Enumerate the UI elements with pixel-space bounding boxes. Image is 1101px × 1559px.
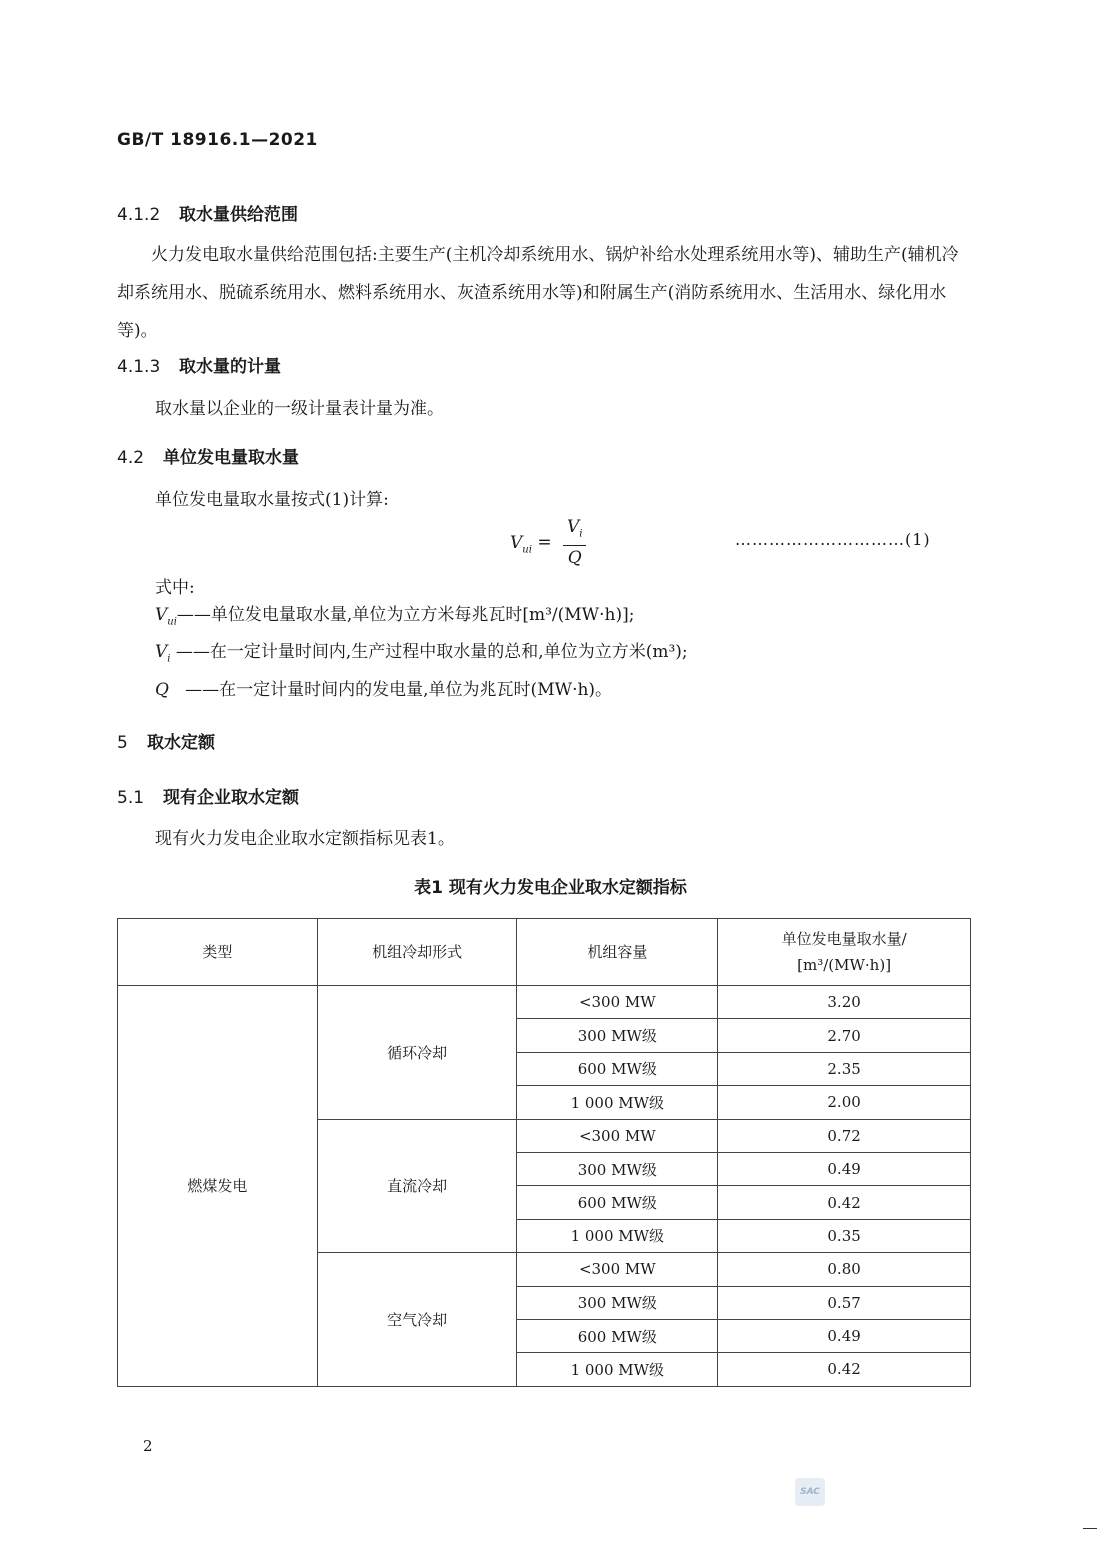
cell-capacity: 600 MW级: [517, 1186, 718, 1219]
cell-value: 0.49: [718, 1152, 971, 1185]
cell-capacity: 300 MW级: [517, 1286, 718, 1319]
table-row: [118, 986, 971, 1019]
corner-mark: [1083, 1528, 1097, 1529]
equation-number: …………………………(1): [735, 530, 931, 549]
section-heading-5-1: [117, 783, 299, 808]
cell-value: 0.42: [718, 1186, 971, 1219]
definition-item: Q ——在一定计量时间内的发电量,单位为兆瓦时(MW·h)。: [155, 679, 613, 700]
paragraph-formula-intro: 单位发电量取水量按式(1)计算:: [155, 490, 389, 510]
cell-cooling: 空气冷却: [317, 1253, 517, 1387]
cell-value: 0.80: [718, 1253, 971, 1286]
cell-value: 0.35: [718, 1219, 971, 1252]
section-title: 现有企业取水定额: [163, 788, 299, 808]
cell-capacity: 600 MW级: [517, 1319, 718, 1352]
section-number: 5: [117, 733, 128, 753]
cell-value: 2.70: [718, 1019, 971, 1052]
cell-capacity: 1 000 MW级: [517, 1353, 718, 1386]
paragraph-metering: 取水量以企业的一级计量表计量为准。: [155, 399, 444, 419]
definition-item: $V_i$ ——在一定计量时间内,生产过程中取水量的总和,单位为立方米(m³);: [155, 642, 688, 665]
cell-capacity: <300 MW: [517, 986, 718, 1019]
header-water-intake: 单位发电量取水量/ [m³/(MW·h)]: [718, 919, 971, 986]
cell-capacity: 600 MW级: [517, 1052, 718, 1085]
section-heading-4-1-2: [117, 200, 298, 225]
cell-value: 0.49: [718, 1319, 971, 1352]
cell-cooling: 循环冷却: [317, 986, 517, 1120]
cell-value: 0.72: [718, 1119, 971, 1152]
cell-capacity: <300 MW: [517, 1253, 718, 1286]
cell-cooling: 直流冷却: [317, 1119, 517, 1253]
section-number: 4.1.2: [117, 205, 161, 225]
quota-table: [117, 918, 971, 1387]
header-type: 类型: [118, 919, 318, 986]
section-number: 4.2: [117, 448, 145, 468]
cell-value: 0.42: [718, 1353, 971, 1386]
standard-code: GB/T 18916.1—2021: [117, 130, 318, 150]
cell-value: 2.00: [718, 1086, 971, 1119]
cell-value: 2.35: [718, 1052, 971, 1085]
section-number: 5.1: [117, 788, 145, 808]
table-title: 表1 现有火力发电企业取水定额指标: [414, 878, 687, 898]
cell-value: 3.20: [718, 986, 971, 1019]
section-heading-5: [117, 728, 215, 753]
section-number: 4.1.3: [117, 357, 161, 377]
formula-equals: =: [537, 532, 552, 553]
cell-capacity: 1 000 MW级: [517, 1219, 718, 1252]
definition-list: [155, 600, 688, 705]
cell-capacity: 1 000 MW级: [517, 1086, 718, 1119]
section-title: 取水定额: [147, 733, 215, 753]
cell-type: 燃煤发电: [118, 986, 318, 1387]
where-label: 式中:: [155, 578, 195, 598]
paragraph-water-supply-scope: 火力发电取水量供给范围包括:主要生产(主机冷却系统用水、锅炉补给水处理系统用水等)、辅助生产(辅机冷却系统用水、脱硫系统用水、燃料系统用水、灰渣系统用水等)和附属生产(消防系统用水、生活用水、绿化用水等)。: [117, 245, 959, 341]
cell-capacity: 300 MW级: [517, 1152, 718, 1185]
section-heading-4-1-3: [117, 352, 281, 377]
formula-denominator: Q: [567, 548, 582, 569]
cell-capacity: 300 MW级: [517, 1019, 718, 1052]
cell-capacity: <300 MW: [517, 1119, 718, 1152]
sac-logo: SAC: [795, 1478, 825, 1506]
page-number: 2: [143, 1437, 153, 1455]
formula-fraction: [563, 516, 586, 570]
formula-numerator: $V_i$: [563, 516, 586, 546]
header-capacity: 机组容量: [517, 919, 718, 986]
definition-item: $V_{ui}——$单位发电量取水量,单位为立方米每兆瓦时[m³/(MW·h)];: [155, 605, 635, 628]
header-cooling: 机组冷却形式: [317, 919, 517, 986]
paragraph-table-reference: 现有火力发电企业取水定额指标见表1。: [155, 829, 455, 849]
section-title: 取水量的计量: [179, 357, 281, 377]
cell-value: 0.57: [718, 1286, 971, 1319]
section-heading-4-2: [117, 443, 299, 468]
formula-1: [510, 516, 586, 570]
section-title: 单位发电量取水量: [163, 448, 299, 468]
table-header-row: [118, 919, 971, 986]
formula-lhs: $V_{ui}$: [510, 532, 532, 556]
section-title: 取水量供给范围: [179, 205, 298, 225]
